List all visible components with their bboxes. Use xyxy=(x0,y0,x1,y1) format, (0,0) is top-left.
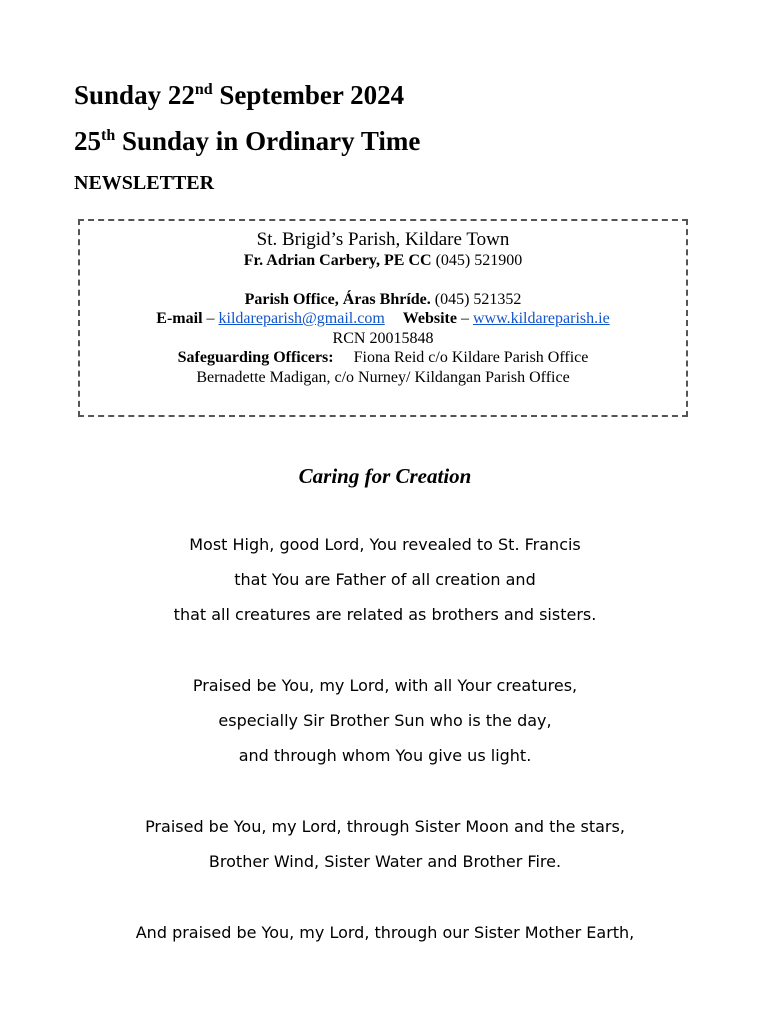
date-heading-suffix: nd xyxy=(194,81,213,98)
office-line xyxy=(80,290,686,310)
newsletter-label: NEWSLETTER xyxy=(74,172,215,194)
priest-phone: (045) 521900 xyxy=(431,252,523,269)
email-website-line xyxy=(80,309,686,329)
rcn-number: RCN 20015848 xyxy=(332,329,434,347)
liturgical-heading-number: 25 xyxy=(74,126,101,156)
liturgical-heading-suffix: th xyxy=(101,127,116,144)
spacer xyxy=(80,271,686,290)
liturgical-heading xyxy=(74,126,420,157)
office-phone: (045) 521352 xyxy=(430,290,522,308)
poem-line: that You are Father of all creation and xyxy=(234,570,536,589)
safeguarding-label: Safeguarding Officers: xyxy=(177,349,334,366)
contact-box xyxy=(78,219,688,417)
office-name: Parish Office, Áras Bhríde. xyxy=(244,290,431,308)
poem-line: Brother Wind, Sister Water and Brother Fire. xyxy=(208,852,562,871)
website-dash: – xyxy=(456,310,473,327)
liturgical-heading-text: Sunday in Ordinary Time xyxy=(115,126,421,156)
date-heading xyxy=(74,80,404,111)
website-link[interactable]: www.kildareparish.ie xyxy=(472,310,610,327)
poem-line: Most High, good Lord, You revealed to St. Francis xyxy=(189,535,581,554)
poem-line: And praised be You, my Lord, through our Sister Mother Earth, xyxy=(135,923,635,942)
poem-line: that all creatures are related as brothers and sisters. xyxy=(173,605,597,624)
safeguarding-officer-1: Fiona Reid c/o Kildare Parish Office xyxy=(353,349,589,366)
safeguarding-line xyxy=(80,348,686,368)
website-label: Website xyxy=(402,310,457,327)
section-title: Caring for Creation xyxy=(298,464,472,488)
email-dash: – xyxy=(202,310,219,327)
poem-line: Praised be You, my Lord, with all Your creatures, xyxy=(192,676,578,695)
email-link[interactable]: kildareparish@gmail.com xyxy=(218,310,385,327)
poem-line: especially Sir Brother Sun who is the day, xyxy=(218,711,552,730)
priest-name: Fr. Adrian Carbery, PE CC xyxy=(243,252,432,269)
date-heading-month: September 2024 xyxy=(212,80,405,110)
parish-name: St. Brigid’s Parish, Kildare Town xyxy=(256,229,510,250)
safeguarding-officer-2: Bernadette Madigan, c/o Nurney/ Kildangan Parish Office xyxy=(196,368,570,386)
poem-line: Praised be You, my Lord, through Sister Moon and the stars, xyxy=(145,817,625,836)
email-label: E-mail xyxy=(156,310,203,327)
poem-line: and through whom You give us light. xyxy=(238,746,532,765)
priest-line xyxy=(80,251,686,271)
date-heading-text: Sunday 22 xyxy=(74,80,195,110)
